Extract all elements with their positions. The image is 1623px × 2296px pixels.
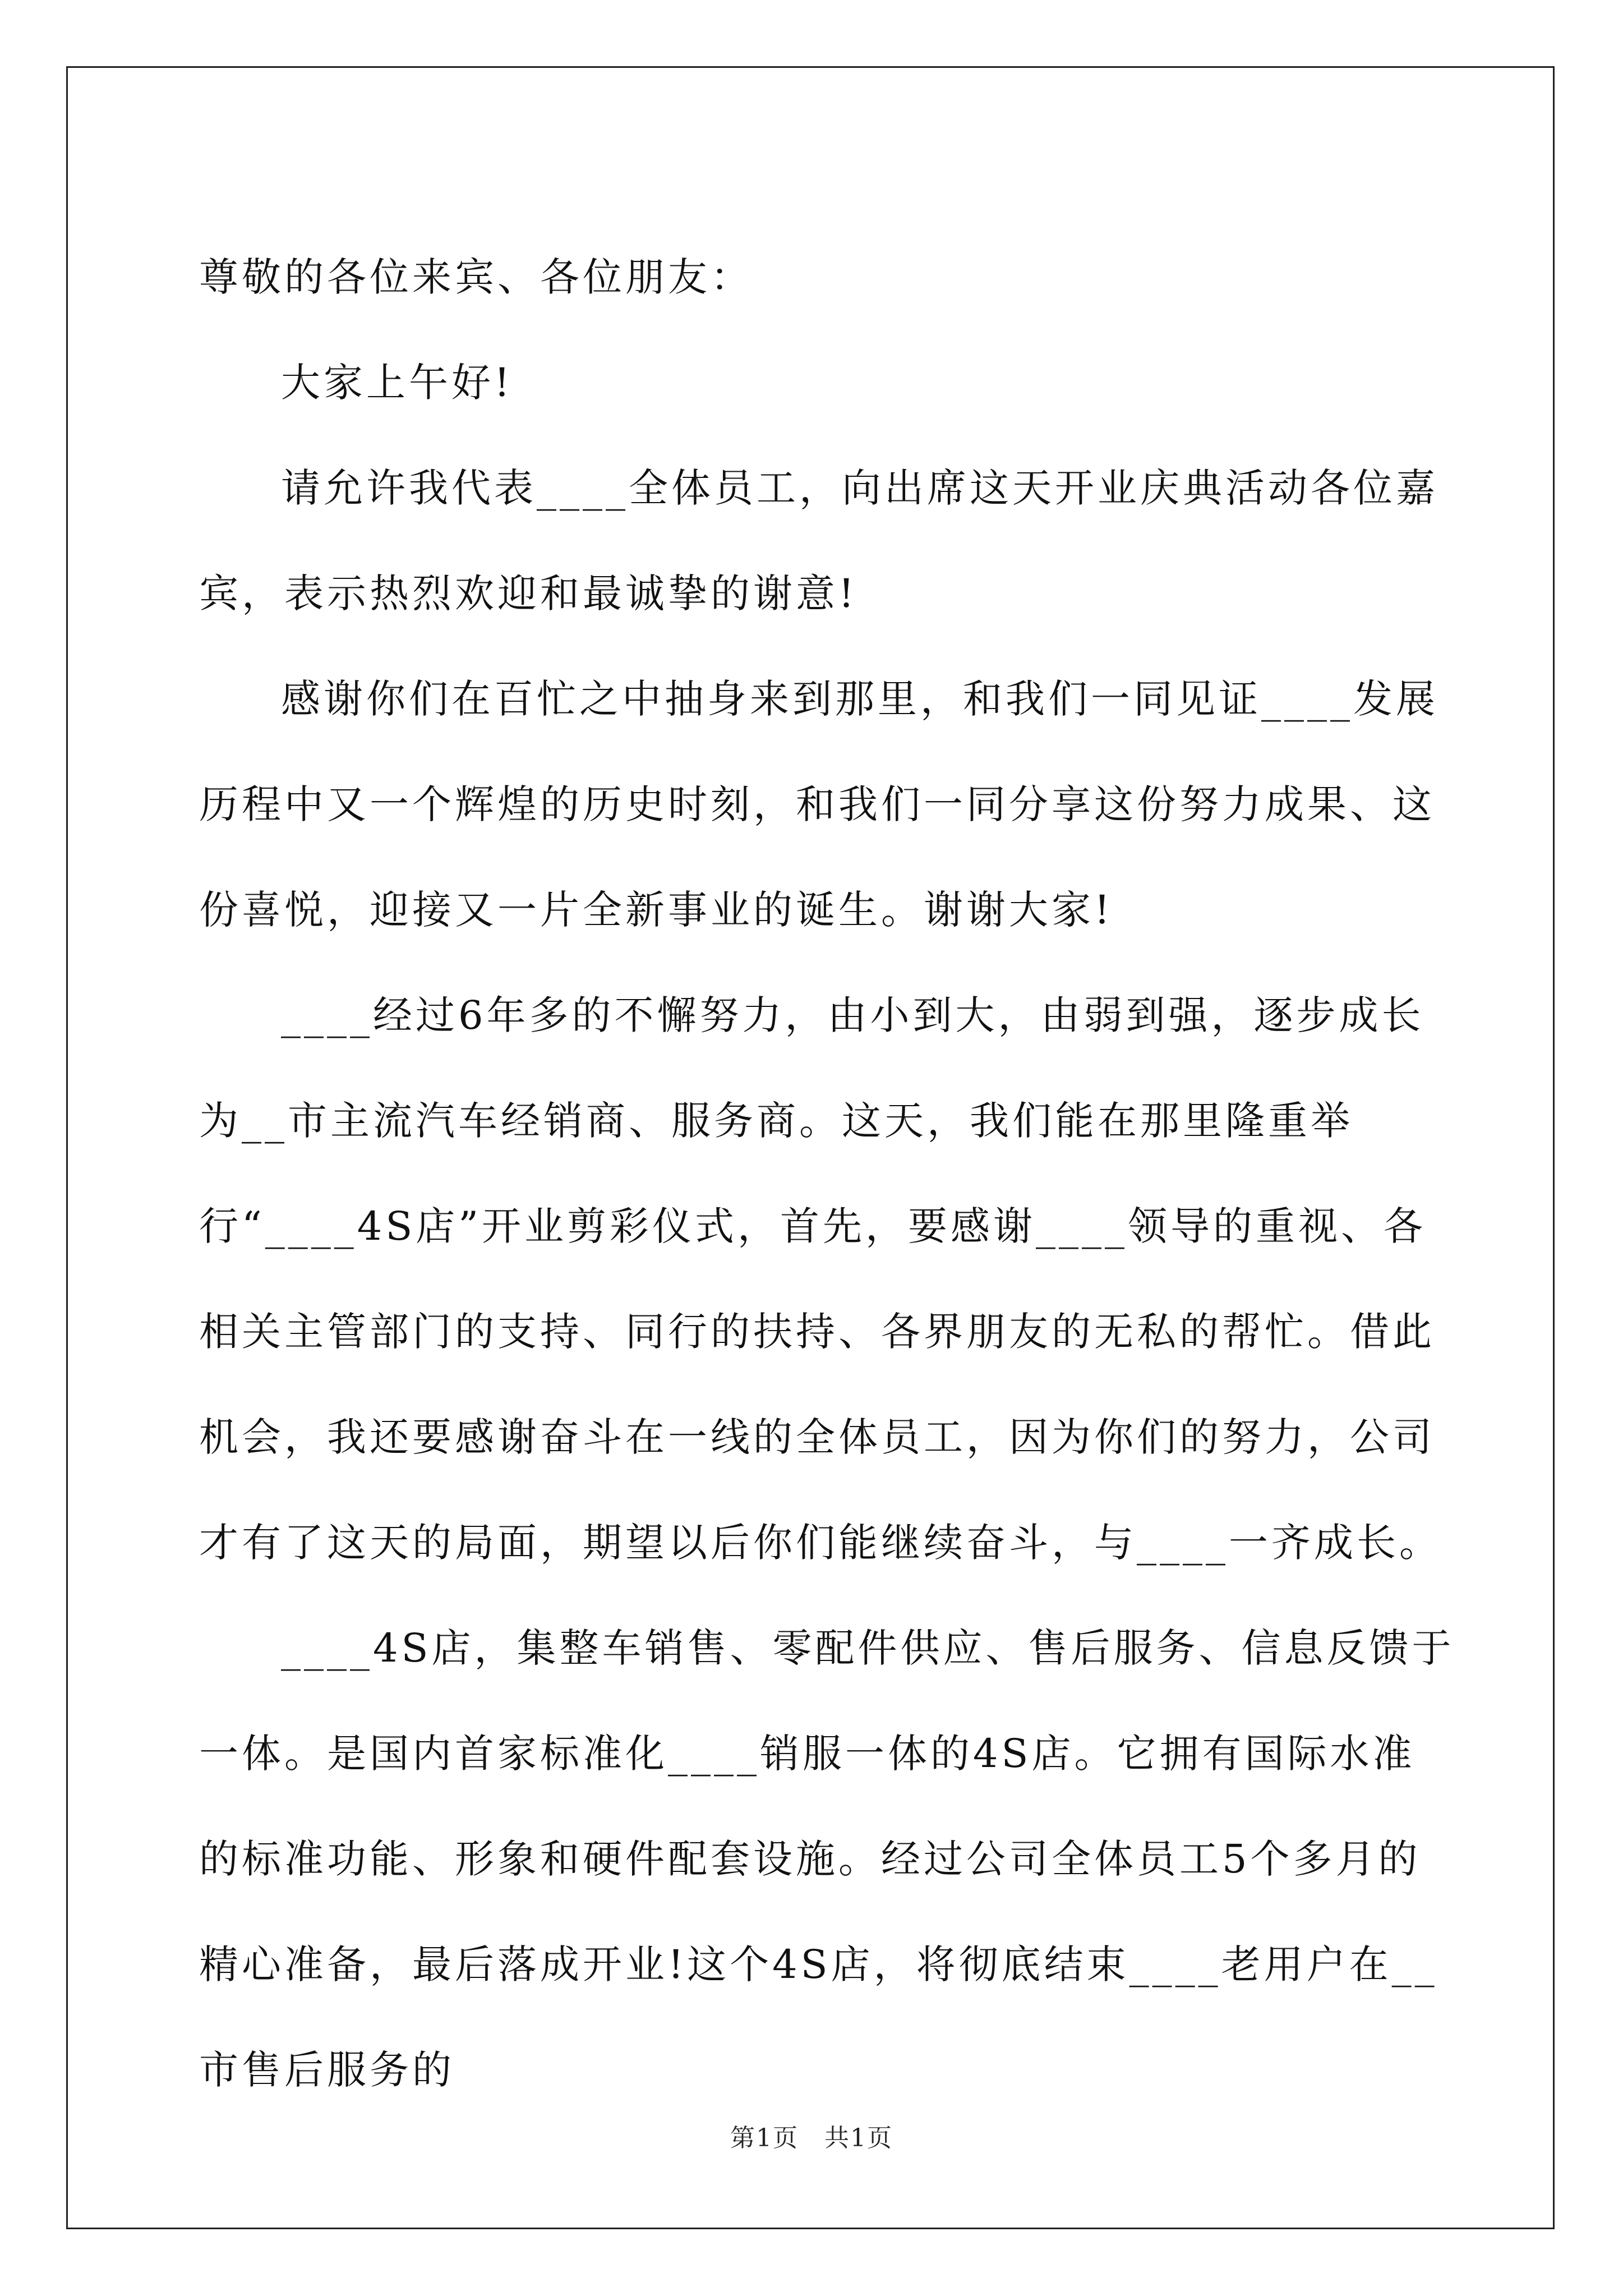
greeting: 大家上午好! <box>281 360 514 406</box>
document-body <box>199 224 1455 2123</box>
paragraph-history: ____经过6年多的不懈努力，由小到大，由弱到强，逐步成长为__市主流汽车经销商、服务商。这天，我们能在那里隆重举行“____4S店”开业剪彩仪式，首先，要感谢____领导的重视、各相关主管部门的支持、同行的扶持、各界朋友的无私的帮忙。借此机会，我还要感谢奋斗在一线的全体员工，因为你们的努力，公司才有了这天的局面，期望以后你们能继续奋斗，与____一齐成长。 <box>199 992 1442 1566</box>
paragraph-store-intro: ____4S店，集整车销售、零配件供应、售后服务、信息反馈于一体。是国内首家标准化____销服一体的4S店。它拥有国际水准的标准功能、形象和硬件配套设施。经过公司全体员工5个多月的精心准备，最后落成开业!这个4S店，将彻底结束____老用户在__市售后服务的 <box>199 1625 1455 2093</box>
paragraph-welcome: 请允许我代表____全体员工，向出席这天开业庆典活动各位嘉宾，表示热烈欢迎和最诚挚的谢意! <box>199 465 1438 616</box>
paragraph-thanks: 感谢你们在百忙之中抽身来到那里，和我们一同见证____发展历程中又一个辉煌的历史时刻，和我们一同分享这份努力成果、这份喜悦，迎接又一片全新事业的诞生。谢谢大家! <box>199 676 1438 933</box>
page-number: 第1页 共1页 <box>730 2124 893 2152</box>
salutation: 尊敬的各位来宾、各位朋友： <box>199 254 753 300</box>
